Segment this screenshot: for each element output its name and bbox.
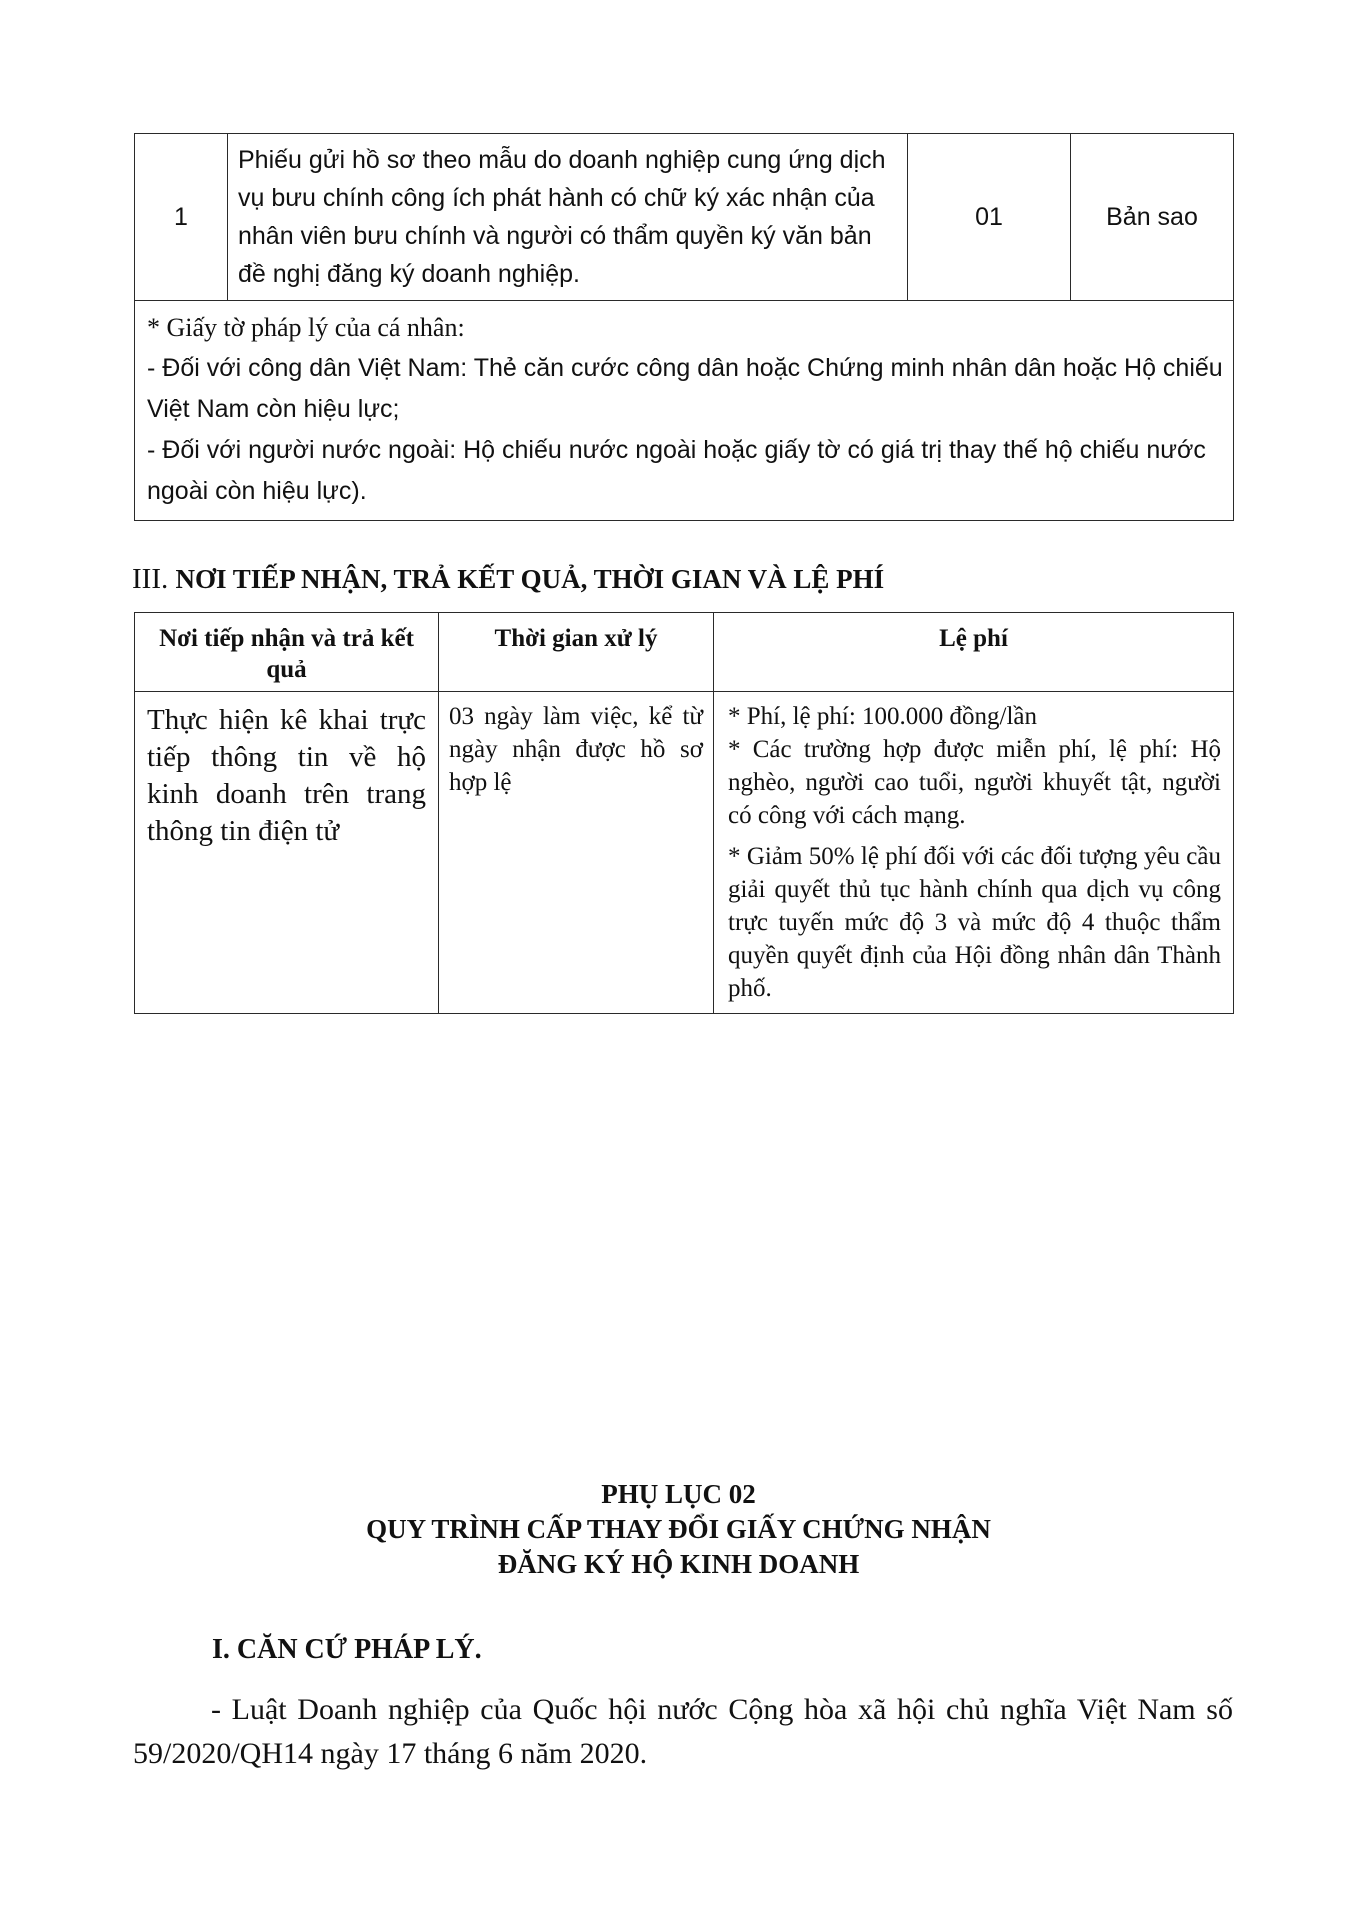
fee-line-2: * Các trường hợp được miễn phí, lệ phí: Hộ nghèo, người cao tuổi, người khuyết tật, người có công với cách mạng.	[728, 736, 1221, 829]
fee-line-3: * Giảm 50% lệ phí đối với các đối tượng yêu cầu giải quyết thủ tục hành chính qua dịch vụ công trực tuyến mức độ 3 và mức độ 4 thuộc thẩm quyền quyết định của Hội đồng nhân dân Thành phố.	[728, 843, 1221, 1002]
processing-table	[134, 612, 1234, 1014]
row-quantity: 01	[908, 134, 1071, 301]
header-place: Nơi tiếp nhận và trả kết quả	[135, 613, 439, 692]
header-time: Thời gian xử lý	[439, 613, 714, 692]
legal-note-heading: * Giấy tờ pháp lý của cá nhân:	[147, 313, 465, 342]
cell-fee	[714, 692, 1234, 1014]
row-copy-type: Bản sao	[1071, 134, 1234, 301]
header-fee: Lệ phí	[714, 613, 1234, 692]
legal-basis-paragraph: - Luật Doanh nghiệp của Quốc hội nước Cộng hòa xã hội chủ nghĩa Việt Nam số 59/2020/QH14 ngày 17 tháng 6 năm 2020.	[133, 1693, 1233, 1770]
table-row	[135, 301, 1234, 521]
table-row	[135, 134, 1234, 301]
row-number: 1	[135, 134, 228, 301]
appendix-subtitle-2: ĐĂNG KÝ HỘ KINH DOANH	[497, 1549, 860, 1579]
legal-note-foreigner: - Đối với người nước ngoài: Hộ chiếu nước ngoài hoặc giấy tờ có giá trị thay thế hộ chiếu nước ngoài còn hiệu lực).	[147, 436, 1206, 505]
cell-place: Thực hiện kê khai trực tiếp thông tin về hộ kinh doanh trên trang thông tin điện tử	[135, 692, 439, 1014]
section-3-title: NƠI TIẾP NHẬN, TRẢ KẾT QUẢ, THỜI GIAN VÀ LỆ PHÍ	[175, 564, 885, 594]
appendix-subtitle-1: QUY TRÌNH CẤP THAY ĐỔI GIẤY CHỨNG NHẬN	[366, 1514, 991, 1544]
section-3-heading	[132, 563, 884, 596]
cell-time: 03 ngày làm việc, kể từ ngày nhận được hồ sơ hợp lệ	[439, 692, 714, 1014]
legal-documents-note	[135, 301, 1234, 521]
section-1-heading: I. CĂN CỨ PHÁP LÝ.	[212, 1634, 482, 1665]
fee-line-1: * Phí, lệ phí: 100.000 đồng/lần	[728, 703, 1038, 730]
section-3-number: III.	[132, 563, 169, 595]
appendix-title: PHỤ LỤC 02	[601, 1479, 756, 1509]
row-description: Phiếu gửi hồ sơ theo mẫu do doanh nghiệp cung ứng dịch vụ bưu chính công ích phát hành có chữ ký xác nhận của nhân viên bưu chính và người có thẩm quyền ký văn bản đề nghị đăng ký doanh nghiệp.	[228, 134, 908, 301]
documents-table	[134, 133, 1234, 521]
legal-note-vietnamese: - Đối với công dân Việt Nam: Thẻ căn cước công dân hoặc Chứng minh nhân dân hoặc Hộ chiếu Việt Nam còn hiệu lực;	[147, 354, 1223, 423]
table-header-row	[135, 613, 1234, 692]
table-row	[135, 692, 1234, 1014]
